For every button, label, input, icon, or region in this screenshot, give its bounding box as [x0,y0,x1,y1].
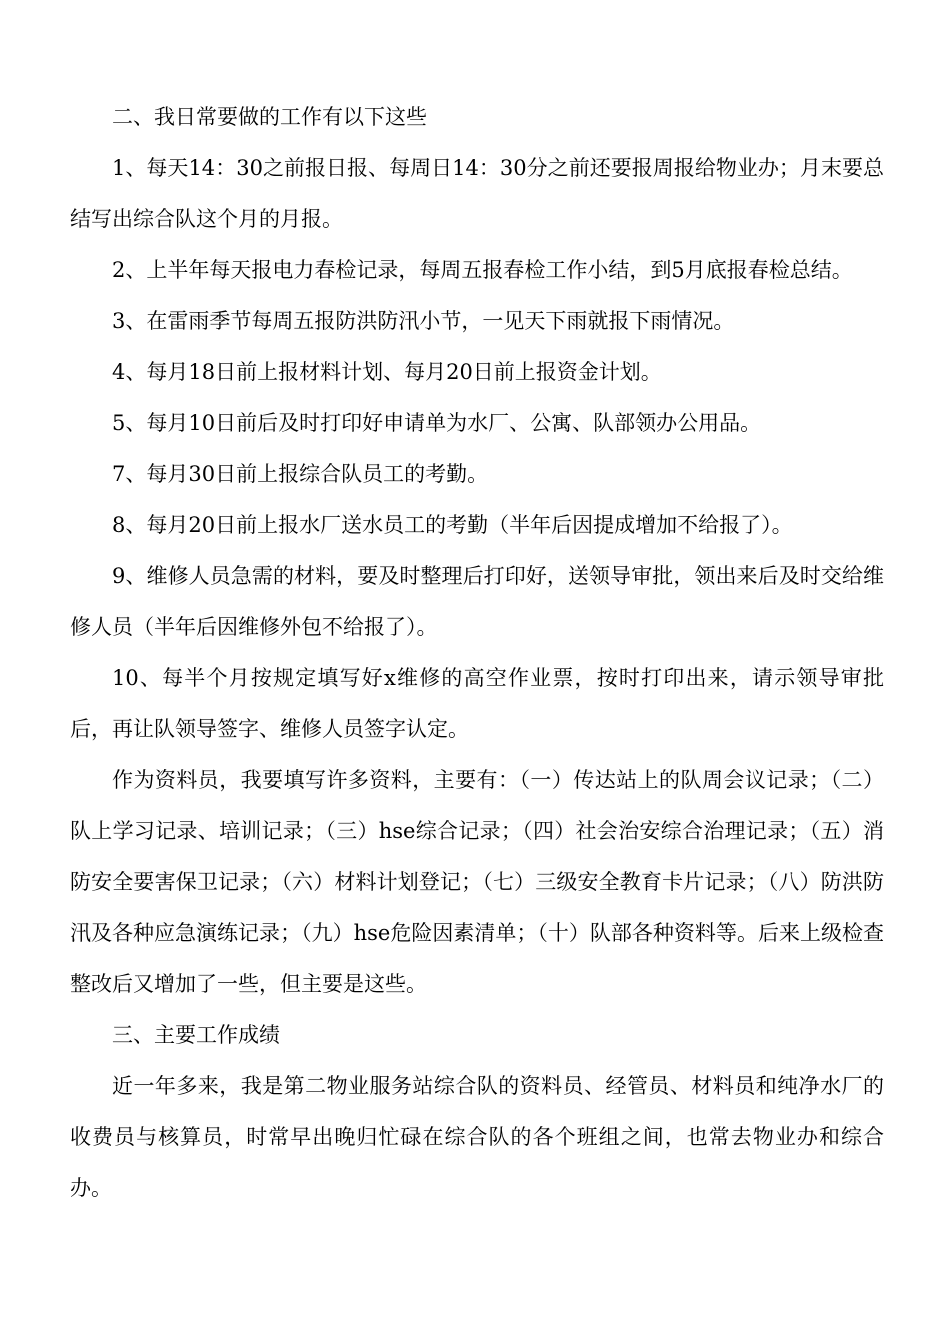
list-item: 2、上半年每天报电力春检记录，每周五报春检工作小结，到5月底报春检总结。 [112,258,853,282]
document-body [70,92,884,1214]
section-two-heading: 二、我日常要做的工作有以下这些 [112,105,427,129]
list-item: 4、每月18日前上报材料计划、每月20日前上报资金计划。 [112,360,662,384]
list-item: 7、每月30日前上报综合队员工的考勤。 [112,462,489,486]
list-item: 8、每月20日前上报水厂送水员工的考勤（半年后因提成增加不给报了）。 [112,513,793,537]
list-item: 3、在雷雨季节每周五报防洪防汛小节，一见天下雨就报下雨情况。 [112,309,735,333]
achievements-paragraph: 近一年多来，我是第二物业服务站综合队的资料员、经管员、材料员和纯净水厂的收费员与核算员，时常早出晚归忙碌在综合队的各个班组之间，也常去物业办和综合办。 [70,1074,884,1200]
records-paragraph: 作为资料员，我要填写许多资料，主要有：（一）传达站上的队周会议记录；（二）队上学习记录、培训记录；（三）hse综合记录；（四）社会治安综合治理记录；（五）消防安全要害保卫记录；（六）材料计划登记；（七）三级安全教育卡片记录；（八）防洪防汛及各种应急演练记录；（九）hse危险因素清单；（十）队部各种资料等。后来上级检查整改后又增加了一些，但主要是这些。 [70,768,884,996]
section-three-heading: 三、主要工作成绩 [112,1023,280,1047]
list-item: 1、每天14：30之前报日报、每周日14：30分之前还要报周报给物业办；月末要总结写出综合队这个月的月报。 [70,156,884,231]
list-item: 10、每半个月按规定填写好x维修的高空作业票，按时打印出来，请示领导审批后，再让队领导签字、维修人员签字认定。 [70,666,884,741]
list-item: 9、维修人员急需的材料，要及时整理后打印好，送领导审批，领出来后及时交给维修人员（半年后因维修外包不给报了）。 [70,564,884,639]
list-item: 5、每月10日前后及时打印好申请单为水厂、公寓、队部领办公用品。 [112,411,762,435]
